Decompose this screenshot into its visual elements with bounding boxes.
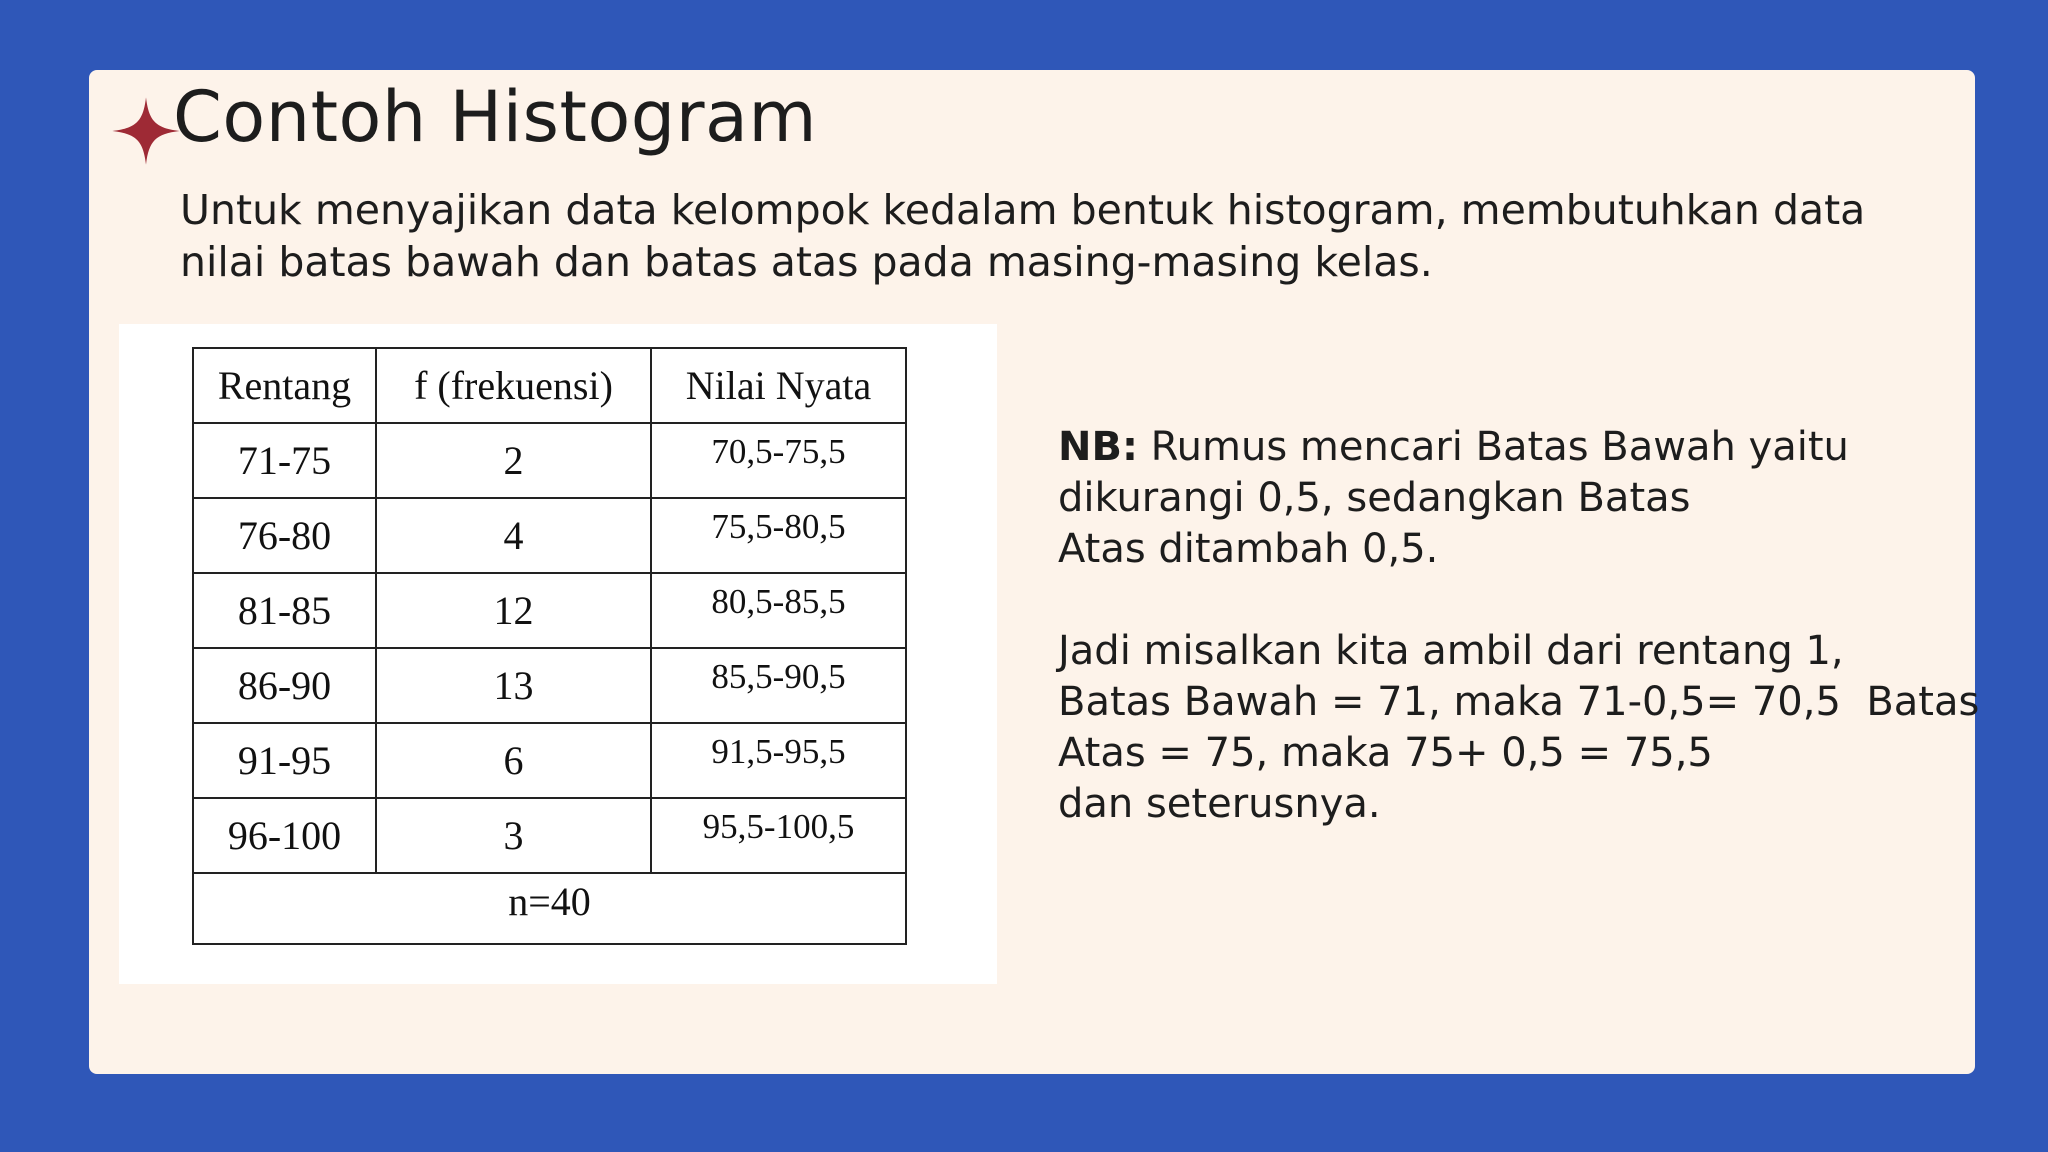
table-row <box>193 573 906 648</box>
table-row <box>193 723 906 798</box>
cell-rentang: 96-100 <box>193 798 376 873</box>
example-line-1: Jadi misalkan kita ambil dari rentang 1, <box>1058 628 1844 674</box>
cell-rentang: 91-95 <box>193 723 376 798</box>
table-row <box>193 648 906 723</box>
cell-frekuensi: 12 <box>376 573 651 648</box>
cell-frekuensi: 6 <box>376 723 651 798</box>
note-block <box>1058 422 1980 830</box>
table-total-row <box>193 873 906 944</box>
nb-line-1 <box>1058 422 1958 473</box>
cell-frekuensi: 2 <box>376 423 651 498</box>
frequency-table-image <box>119 324 997 984</box>
header-nilai-nyata: Nilai Nyata <box>651 348 906 423</box>
cell-nilai-nyata: 70,5-75,5 <box>651 423 906 498</box>
cell-nilai-nyata: 85,5-90,5 <box>651 648 906 723</box>
cell-rentang: 76-80 <box>193 498 376 573</box>
header-frekuensi: f (frekuensi) <box>376 348 651 423</box>
nb-text: Rumus mencari Batas Bawah yaitu <box>1137 424 1849 470</box>
cell-rentang: 86-90 <box>193 648 376 723</box>
spacer <box>1058 575 1958 626</box>
example-line-3: Atas = 75, maka 75+ 0,5 = 75,5 <box>1058 730 1713 776</box>
cell-rentang: 81-85 <box>193 573 376 648</box>
cell-frekuensi: 3 <box>376 798 651 873</box>
table-row <box>193 498 906 573</box>
table-row <box>193 423 906 498</box>
nb-label: NB: <box>1058 424 1138 470</box>
cell-nilai-nyata: 91,5-95,5 <box>651 723 906 798</box>
cell-frekuensi: 4 <box>376 498 651 573</box>
four-point-star-icon <box>111 96 181 166</box>
frequency-table <box>192 347 907 945</box>
title-row <box>111 72 817 162</box>
cell-total: n=40 <box>193 873 906 944</box>
table-header-row <box>193 348 906 423</box>
cell-nilai-nyata: 80,5-85,5 <box>651 573 906 648</box>
example-line-2: Batas Bawah = 71, maka 71-0,5= 70,5 Batas <box>1058 679 1980 725</box>
nb-line-2: dikurangi 0,5, sedangkan Batas <box>1058 475 1691 521</box>
cell-nilai-nyata: 75,5-80,5 <box>651 498 906 573</box>
cell-nilai-nyata: 95,5-100,5 <box>651 798 906 873</box>
cell-rentang: 71-75 <box>193 423 376 498</box>
intro-paragraph: Untuk menyajikan data kelompok kedalam bentuk histogram, membutuhkan data nilai batas bawah dan batas atas pada masing-masing kelas. <box>180 186 1866 286</box>
header-rentang: Rentang <box>193 348 376 423</box>
cell-frekuensi: 13 <box>376 648 651 723</box>
table-row <box>193 798 906 873</box>
nb-line-3: Atas ditambah 0,5. <box>1058 526 1439 572</box>
page-title: Contoh Histogram <box>173 76 818 158</box>
slide-card <box>89 70 1980 1074</box>
example-line-4: dan seterusnya. <box>1058 781 1381 827</box>
